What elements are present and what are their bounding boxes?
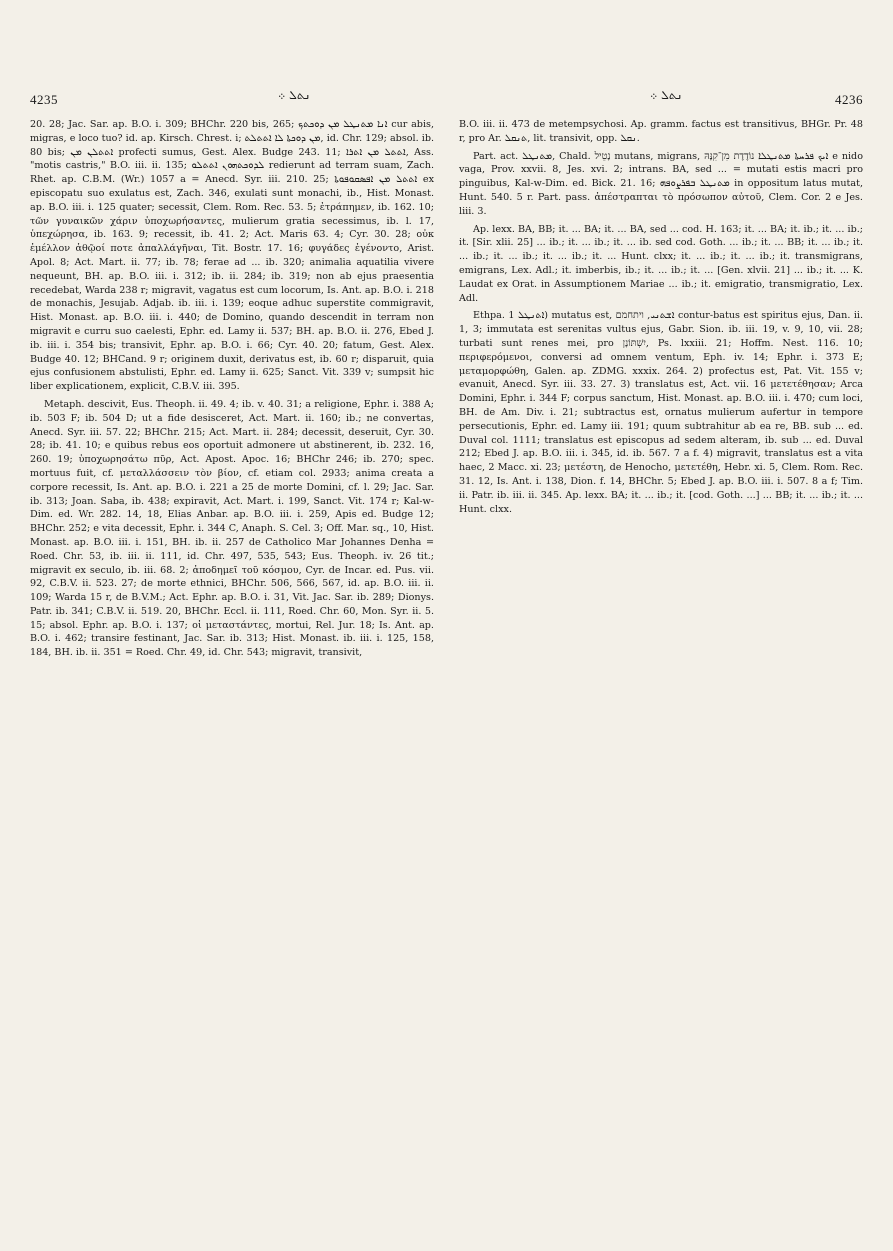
entry-paragraph: Ethpa. ܐܬܢܛܠ 1) mutatus est, ܐܫܬܢܝ, ויתחמם contur-batus est spiritus ejus, Dan. ii. 1, 3; immutata est serenitas vultus ejus, Gabr. Sion. ib. iii. 19, v. 9, 10, vii. 28; turbati sunt renes mei, pro יִשְׁתּוֹנָן, Ps. lxxiii. 21; Hoffm. Nest. 116. 10; περιφερόμενοι, conversi ad omnem ventum, Eph. iv. 14; Ephr. i. 373 E; μεταμορφώθη, Galen. ap. ZDMG. xxxix. 264. 2) profectus est, Pat. Vit. 155 v; evanuit, Anecd. Syr. iii. 33. 27. 3) translatus est, Act. vii. 16 μετετέθησαν; Arca Domini, Ephr. i. 344 F; corpus sanctum, Hist. Monast. ap. B.O. iii. i. 470; cum loci, BH. de Am. Div. i. 21; subtractus est, ornatus mulierum aufertur in tempore persecutionis, Ephr. ed. Lamy iii. 191; quum subtrahitur ab ea re, BB. sub ... ed. Duval col. 1111; translatus est episcopus ad sedem alteram, ib. sub ... ed. Duval 212; Ebed J. ap. B.O. iii. i. 345, id. ib. 567. 7 a f. 4) migravit, translatus est a vita haec, 2 Macc. xi. 23; μετέστη, de Henocho, μετετέθη, Hebr. xi. 5, Clem. Rom. Rec. 31. 12, Is. Ant. i. 138, Dion. f. 14, BHChr. 5; Ebed J. ap. B.O. iii. i. 507. 8 a f; Tim. ii. Patr. ib. iii. ii. 345. Ap. lexx. BA; it. ... ib.; it. [cod. Goth. ...] ... BB; it. ... ib.; it. ... Hunt. clxx. [459, 310, 864, 515]
left-page-number: 4235 [30, 92, 58, 107]
running-head-left: ܢܬܠ ܀ [278, 88, 311, 102]
right-column [459, 118, 863, 664]
lexicon-paragraph: Ap. lexx. BA, BB; it. ... BA; it. ... BA, sed ... cod. H. 163; it. ... BA; it. ib.; it. ... ib.; it. [Sir. xlii. 25] ... ib.; it. ... ib.; it. ... ib. sed cod. Goth. ... ib.; it. ... BB; it. ... ib.; it. ... ib.; it. ... ib.; it. ... ib.; it. ... Hunt. clxx; it. ... ib.; it. ... ib.; it. transmigrans, emigrans, Lex. Adl.; it. imberbis, ib.; it. ... ib.; it. ... [Gen. xlvii. 21] ... ib.; it. ... K. Laudat ex Orat. in Assumptionem Mariae ... ib.; it. emigratio, transmigratio, Lex. Adl. [459, 223, 863, 304]
left-column [30, 118, 434, 664]
two-column-body [30, 118, 863, 664]
right-page-number: 4236 [835, 92, 863, 107]
entry-paragraph: Metaph. descivit, Eus. Theoph. ii. 49. 4; ib. v. 40. 31; a religione, Ephr. i. 388 A; ib. 503 F; ib. 504 D; ut a fide desisceret, Act. Mart. ii. 160; ib.; ne convertas, Anecd. Syr. iii. 57. 22; BHChr. 215; Act. Mart. ii. 284; decessit, deseruit, Cyr. 30. 28; ib. 41. 10; e quibus rebus eos oportuit admonere ut abstinerent, ib. 232. 16, 260. 19; ὑποχωρησάτω πῦρ, Act. Apost. Apoc. 16; BHChr 246; ib. 270; spec. mortuus fuit, cf. μεταλλάσσειν τὸν βίον, cf. etiam col. 2933; anima creata a corpore recessit, Is. Ant. ap. B.O. i. 221 a 25 de morte Domini, cf. l. 29; Jac. Sar. ib. 313; Joan. Saba, ib. 438; expiravit, Act. Mart. i. 199, Sanct. Vit. 174 r; Kal-w-Dim. ed. Wr. 282. 14, 18, Elias Anbar. ap. B.O. iii. i. 259, Apis ed. Budge 12; BHChr. 252; e vita decessit, Ephr. i. 344 C, Anaph. S. Cel. 3; Off. Mar. sq., 10, Hist. Monast. ap. B.O. iii. i. 151, BH. ib. ii. 257 de Catholico Mar Johannes Denha = Roed. Chr. 53, ib. iii. ii. 111, id. Chr. 497, 535, 543; Eus. Theoph. iv. 26 tit.; migravit ex seculo, ib. iii. 68. 2; ἀποδημεῖ τοῦ κόσμου, Cyr. de Incar. ed. Pus. vii. 92, C.B.V. ii. 523. 27; de morte ethnici, BHChr. 506, 566, 567, id. ap. B.O. iii. ii. 109; Warda 15 r, de B.V.M.; Act. Ephr. ap. B.O. i. 31, Vit. Jac. Sar. ib. 289; Dionys. Patr. ib. 341; C.B.V. ii. 519. 20, BHChr. Eccl. ii. 111, Roed. Chr. 60, Mon. Syr. ii. 5. 15; absol. Ephr. ap. B.O. i. 137; οἱ μεταστάντες, mortui, Rel. Jur. 18; Is. Ant. ap. B.O. i. 462; transire festinant, Jac. Sar. ib. 313; Hist. Monast. ib. iii. i. 125, 158, 184, BH. ib. ii. 351 = Roed. Chr. 49, id. Chr. 543; migravit, transivit, [30, 398, 434, 659]
running-head-right: ܢܬܠ ܀ [650, 88, 683, 102]
entry-paragraph: Part. act. ܡܬܢܛܠ, Chald. נָטֵיל mutans, migrans, ܐܝܟ ܦܪܚܬܐ ܡܬܢܛܠܐ נוֹדֶדֶת מִן־קִנָּהּ e nido vaga, Prov. xxvii. 8, Jes. xvi. 2; intrans. BA, sed ... = mutati estis macri pro pinguibus, Kal-w-Dim. ed. Bick. 21. 16; ܡܬܢܛܠ ܒܦܪܨܘܦܗ in oppositum latus mutat, Hunt. 540. 5 r. Part. pass. ἀπέστραπται τὸ πρόσωπον αὐτοῦ, Clem. Cor. 2 e Jes. liii. 3. [459, 150, 863, 217]
entry-paragraph: B.O. iii. ii. 473 de metempsychosi. Ap. gramm. factus est transitivus, BHGr. Pr. 48 r, pro Ar. ܬܢܩܠ, lit. transivit, opp. ܢܩܠ. [459, 119, 863, 144]
page-header [30, 72, 863, 107]
entry-paragraph: 20. 28; Jac. Sar. ap. B.O. i. 309; BHChr. 220 bis, 265; ܐܢܐ ܡܬܢܛܠ ܡܢ ܕܘܟܬܟ cur abis, migras, e loco tuo? id. ap. Kirsch. Chrest. i; ܡܢ ܕܘܟܬܐ ܠܐ ܐܬܬܠܬ, id. Chr. 129; absol. ib. 80 bis; ܐܬܬܠܢ ܡܢ profecti sumus, Gest. Alex. Budge 243. 11; ܐܬܬܠ ܡܢ ܐܬܪܐ, Ass. "motis castris," B.O. iii. ii. 135; ܠܕܘܟܬܗܘܢ ܐܬܬܠܘ redierunt ad terram suam, Zach. Rhet. ap. C.B.M. (Wr.) 1057 a = Anecd. Syr. iii. 210. 25; ܐܬܬܠ ܡܢ ܐܦܣܩܘܦܘܬܐ ex episcopatu suo exulatus est, Zach. 346, exulati sunt monachi, ib., Hist. Monast. ap. B.O. iii. i. 125 quater; secessit, Clem. Rom. Rec. 53. 5; ἐτράπημεν, ib. 162. 10; τῶν γυναικῶν χάριν ὑποχωρήσαντες, mulierum gratia secessimus, ib. l. 17, ὑπεχώρησα, ib. 163. 9; recessit, ib. 41. 2; Act. Maris 63. 4; Cyr. 30. 28; οὐκ ἐμέλλον ἀθῷοί ποτε ἀπαλλάγῆναι, Tit. Bostr. 17. 16; φυγάδες ἐγένοντο, Arist. Apol. 8; Act. Mart. ii. 77; ib. 78; ferae ad ... ib. 320; animalia aquatilia vivere nequeunt, BH. ap. B.O. iii. i. 312; ib. ii. 284; ib. 319; non ab ejus praesentia recedebat, Warda 238 r; migravit, vagatus est cum locorum, Is. Ant. ap. B.O. i. 218 de monachis, Jesujab. Adjab. ib. iii. i. 139; eoque adhuc superstite commigravit, Hist. Monast. ap. B.O. iii. i. 440; de Domino, quando descendit in terram non migravit e curru suo caelesti, Ephr. ed. Lamy ii. 537; BH. ap. B.O. ii. 276, Ebed J. ib. iii. i. 354 bis; transivit, Ephr. ap. B.O. i. 66; Cyr. 40. 20; fatum, Gest. Alex. Budge 40. 12; BHCand. 9 r; originem duxit, derivatus est, ib. 60 r; disparuit, quia ejus confusionem abstulisti, Ephr. ed. Lamy ii. 625; Sanct. Vit. 339 v; sumpsit hic liber explicationem, explicit, C.B.V. iii. 395. [30, 119, 435, 393]
